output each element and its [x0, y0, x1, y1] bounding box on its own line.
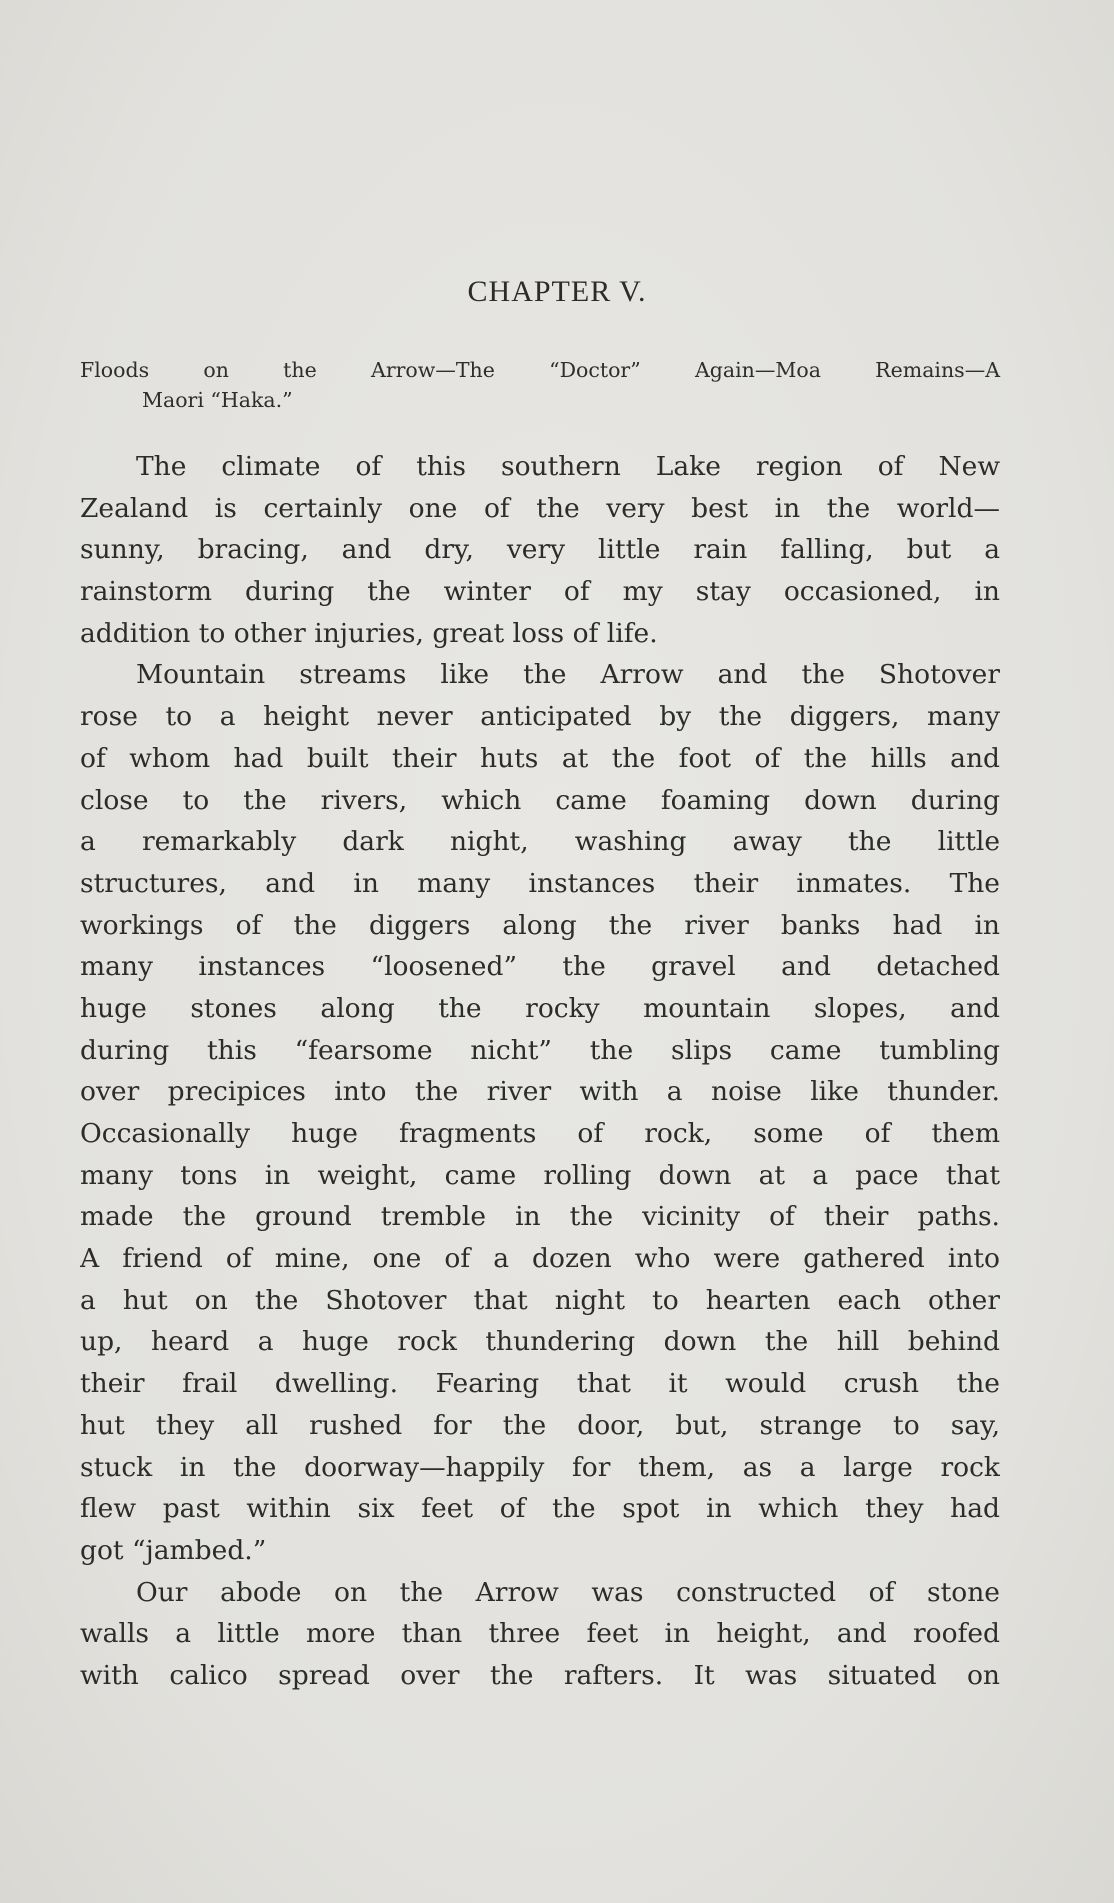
- text-line: close to the rivers, which came foaming down during: [80, 784, 1000, 816]
- text-line: got “jambed.”: [80, 1534, 267, 1566]
- text-line: flew past within six feet of the spot in which they had: [80, 1493, 1000, 1525]
- text-line: their frail dwelling. Fearing that it would crush the: [80, 1368, 1000, 1400]
- text-line: huge stones along the rocky mountain slopes, and: [80, 992, 1000, 1024]
- chapter-body: [80, 446, 1000, 1697]
- chapter-heading: CHAPTER V.: [467, 275, 647, 308]
- text-line: many instances “loosened” the gravel and detached: [80, 951, 1000, 983]
- text-line: Zealand is certainly one of the very best in the world—: [80, 492, 1000, 524]
- text-line: Our abode on the Arrow was constructed of stone: [136, 1576, 1000, 1608]
- chapter-synopsis: [80, 355, 1000, 415]
- text-line: with calico spread over the rafters. It was situated on: [80, 1659, 1000, 1691]
- synopsis-line: Maori “Haka.”: [142, 388, 293, 412]
- text-line: A friend of mine, one of a dozen who were gathered into: [80, 1243, 1000, 1275]
- paragraph: [80, 446, 1000, 654]
- text-line: a hut on the Shotover that night to hearten each other: [80, 1284, 1000, 1316]
- text-line: hut they all rushed for the door, but, strange to say,: [80, 1409, 1000, 1441]
- paragraph: [80, 654, 1000, 1571]
- text-line: The climate of this southern Lake region of New: [136, 451, 1000, 482]
- text-line: Mountain streams like the Arrow and the Shotover: [136, 659, 1000, 691]
- text-line: of whom had built their huts at the foot of the hills and: [80, 742, 1000, 774]
- text-line: a remarkably dark night, washing away the little: [80, 826, 1000, 858]
- text-line: sunny, bracing, and dry, very little rain falling, but a: [80, 534, 1000, 566]
- text-line: during this “fearsome nicht” the slips came tumbling: [80, 1034, 1000, 1066]
- text-line: walls a little more than three feet in height, and roofed: [80, 1618, 1000, 1650]
- text-line: rainstorm during the winter of my stay occasioned, in: [80, 576, 1000, 608]
- text-line: made the ground tremble in the vicinity of their paths.: [80, 1201, 1000, 1233]
- text-line: addition to other injuries, great loss of life.: [80, 617, 658, 649]
- paragraph: [80, 1572, 1000, 1697]
- text-line: stuck in the doorway—happily for them, as a large rock: [80, 1451, 1000, 1483]
- text-line: Occasionally huge fragments of rock, some of them: [80, 1118, 1000, 1149]
- text-line: workings of the diggers along the river banks had in: [80, 909, 1000, 941]
- text-line: rose to a height never anticipated by the diggers, many: [80, 701, 1000, 733]
- text-line: many tons in weight, came rolling down at a pace that: [80, 1159, 1000, 1191]
- text-line: structures, and in many instances their inmates. The: [80, 867, 1000, 899]
- text-line: up, heard a huge rock thundering down the hill behind: [80, 1326, 1000, 1358]
- synopsis-line: Floods on the Arrow—The “Doctor” Again—Moa Remains—A: [80, 358, 1000, 382]
- text-line: over precipices into the river with a noise like thunder.: [80, 1076, 1000, 1108]
